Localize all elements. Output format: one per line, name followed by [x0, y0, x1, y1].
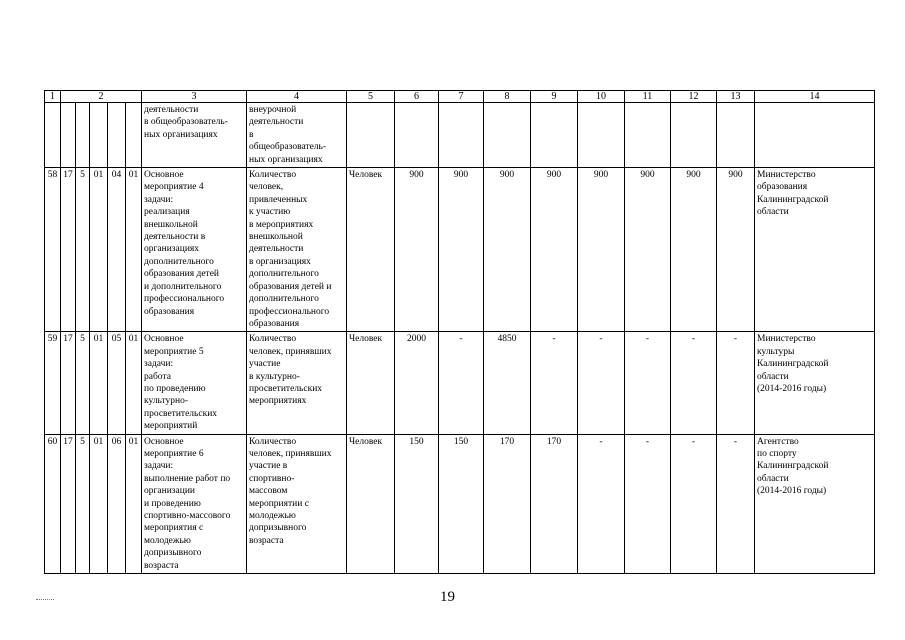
event-line: образования [144, 306, 195, 317]
indicator-line: деятельности [249, 244, 304, 255]
value-cell [671, 103, 717, 168]
indicator-line: внеурочной [249, 105, 297, 115]
code-cell [108, 103, 126, 168]
unit-cell: Человек [347, 168, 395, 332]
responsible-cell [755, 332, 875, 434]
indicator-line: спортивно- [249, 473, 295, 484]
code-cell: 04 [108, 168, 126, 332]
responsible-line: образования [757, 182, 808, 193]
value-cell [531, 103, 578, 168]
indicator-line: в культурно- [249, 371, 300, 382]
value-cell: 170 [531, 434, 578, 573]
indicator-line: ных организациях [249, 154, 323, 165]
code-cell: 06 [108, 434, 126, 573]
event-line: профессионального [144, 294, 225, 305]
code-cell: 01 [126, 168, 142, 332]
value-cell: 900 [395, 168, 439, 332]
value-cell: 4850 [484, 332, 531, 434]
header-cell: 9 [531, 91, 578, 103]
indicator-line: дополнительного [249, 269, 319, 280]
event-line: возраста [144, 560, 179, 571]
indicator-line: мероприятии с [249, 498, 309, 509]
value-cell: - [671, 332, 717, 434]
header-cell: 3 [142, 91, 247, 103]
code-cell: 17 [61, 434, 76, 573]
code-cell: 5 [76, 168, 90, 332]
value-cell: - [625, 434, 671, 573]
header-cell: 4 [247, 91, 347, 103]
event-line: мероприятие 6 [144, 448, 204, 459]
code-cell: 05 [108, 332, 126, 434]
value-cell: - [578, 332, 625, 434]
value-cell: 900 [671, 168, 717, 332]
value-cell [625, 103, 671, 168]
header-cell: 10 [578, 91, 625, 103]
event-line: по проведению [144, 383, 206, 394]
header-cell: 12 [671, 91, 717, 103]
indicator-line: общеобразователь- [249, 142, 327, 153]
code-cell: 17 [61, 168, 76, 332]
event-line: организациях [144, 244, 200, 255]
value-cell: - [578, 434, 625, 573]
value-cell [395, 103, 439, 168]
header-cell: 5 [347, 91, 395, 103]
responsible-line: Агентство [757, 436, 799, 447]
indicator-line: Количество [249, 436, 297, 447]
indicator-line: молодежью [249, 511, 296, 521]
indicator-line: в мероприятиях [249, 219, 314, 230]
event-line: деятельности [144, 105, 199, 115]
value-cell: 900 [578, 168, 625, 332]
indicator-line: Количество [249, 170, 297, 181]
indicator-line: человек, принявших [249, 448, 332, 459]
value-cell [578, 103, 625, 168]
indicator-cell [247, 434, 347, 573]
header-cell: 11 [625, 91, 671, 103]
event-line: молодежью [144, 535, 191, 546]
event-cell [142, 103, 247, 168]
event-line: деятельности в [144, 232, 206, 243]
page-number: 19 [440, 589, 455, 605]
responsible-cell [755, 434, 875, 573]
event-line: допризывного [144, 548, 202, 559]
indicator-line: дополнительного [249, 294, 319, 305]
indicator-line: профессионального [249, 306, 330, 317]
code-cell [90, 103, 108, 168]
indicator-line: возраста [249, 535, 284, 546]
code-cell [76, 103, 90, 168]
indicator-line: внешкольной [249, 232, 303, 243]
indicator-line: деятельности [249, 117, 304, 128]
indicator-line: образования детей и [249, 281, 332, 292]
code-cell [126, 103, 142, 168]
event-line: организации [144, 486, 196, 497]
indicator-line: человек, [249, 182, 284, 193]
responsible-cell [755, 168, 875, 332]
header-cell: 2 [61, 91, 142, 103]
indicator-line: участие в [249, 461, 288, 472]
indicator-line: Количество [249, 334, 297, 345]
value-cell: - [531, 332, 578, 434]
table-row [45, 332, 875, 434]
value-cell: - [439, 332, 484, 434]
value-cell: - [717, 434, 755, 573]
event-line: внешкольной [144, 219, 198, 230]
indicator-line: привлеченных [249, 194, 308, 205]
indicator-line: образования [249, 318, 300, 329]
event-line: задачи: [144, 194, 174, 205]
unit-cell: Человек [347, 434, 395, 573]
value-cell: 150 [439, 434, 484, 573]
value-cell: 900 [439, 168, 484, 332]
event-cell [142, 332, 247, 434]
responsible-line: (2014-2016 годы) [757, 486, 827, 497]
responsible-line: (2014-2016 годы) [757, 383, 827, 394]
indicator-cell [247, 332, 347, 434]
responsible-line: Калининградской [757, 194, 829, 205]
code-cell: 5 [76, 332, 90, 434]
responsible-line: Калининградской [757, 359, 829, 370]
event-line: мероприятие 5 [144, 346, 204, 357]
indicators-table [44, 90, 875, 574]
indicator-cell [247, 168, 347, 332]
code-cell: 58 [45, 168, 61, 332]
event-line: задачи: [144, 359, 174, 370]
value-cell: - [625, 332, 671, 434]
indicator-line: в [249, 129, 254, 140]
code-cell: 01 [90, 332, 108, 434]
code-cell: 5 [76, 434, 90, 573]
responsible-line: Министерство [757, 170, 816, 181]
table-row [45, 168, 875, 332]
indicator-cell [247, 103, 347, 168]
unit-cell: Человек [347, 332, 395, 434]
value-cell [439, 103, 484, 168]
value-cell: 900 [717, 168, 755, 332]
event-line: реализация [144, 207, 190, 218]
value-cell: 2000 [395, 332, 439, 434]
event-line: спортивно-массового [144, 511, 231, 521]
event-cell [142, 168, 247, 332]
event-line: Основное [144, 170, 184, 181]
indicator-line: в организациях [249, 256, 311, 267]
event-line: ных организациях [144, 129, 218, 140]
continuation-row [45, 103, 875, 168]
responsible-line: области [757, 207, 789, 218]
value-cell: 150 [395, 434, 439, 573]
value-cell: 900 [484, 168, 531, 332]
indicator-line: к участию [249, 207, 291, 218]
table-row [45, 434, 875, 573]
indicator-line: просветительских [249, 383, 323, 394]
code-cell: 60 [45, 434, 61, 573]
code-cell: 01 [126, 332, 142, 434]
value-cell [755, 103, 875, 168]
event-line: образования детей [144, 269, 219, 280]
margin-mark [36, 599, 54, 600]
event-line: мероприятий [144, 421, 198, 432]
header-cell: 6 [395, 91, 439, 103]
event-line: и дополнительного [144, 281, 222, 292]
event-line: задачи: [144, 461, 174, 472]
responsible-line: Министерство [757, 334, 816, 345]
code-cell: 01 [126, 434, 142, 573]
responsible-line: области [757, 473, 789, 484]
event-line: культурно- [144, 396, 189, 407]
event-line: работа [144, 371, 171, 382]
indicator-line: мероприятиях [249, 396, 307, 407]
indicator-line: допризывного [249, 523, 307, 534]
indicator-line: человек, принявших [249, 346, 332, 357]
event-line: мероприятие 4 [144, 182, 204, 193]
value-cell: - [717, 332, 755, 434]
event-line: Основное [144, 436, 184, 447]
header-row [45, 91, 875, 103]
header-cell: 7 [439, 91, 484, 103]
code-cell: 59 [45, 332, 61, 434]
event-line: мероприятия с [144, 523, 204, 534]
header-cell: 14 [755, 91, 875, 103]
event-line: выполнение работ по [144, 473, 231, 484]
indicator-line: массовом [249, 486, 288, 497]
value-cell [347, 103, 395, 168]
value-cell [717, 103, 755, 168]
code-cell: 01 [90, 434, 108, 573]
responsible-line: по спорту [757, 448, 797, 459]
code-cell [45, 103, 61, 168]
header-cell: 1 [45, 91, 61, 103]
header-cell: 13 [717, 91, 755, 103]
code-cell: 01 [90, 168, 108, 332]
event-line: дополнительного [144, 256, 214, 267]
code-cell: 17 [61, 332, 76, 434]
event-line: в общеобразователь- [144, 117, 228, 128]
responsible-line: области [757, 371, 789, 382]
indicator-line: участие [249, 359, 281, 370]
event-line: Основное [144, 334, 184, 345]
value-cell [484, 103, 531, 168]
event-line: просветительских [144, 408, 218, 419]
event-line: и проведению [144, 498, 201, 509]
value-cell: 170 [484, 434, 531, 573]
responsible-line: Калининградской [757, 461, 829, 472]
value-cell: 900 [625, 168, 671, 332]
code-cell [61, 103, 76, 168]
value-cell: - [671, 434, 717, 573]
header-cell: 8 [484, 91, 531, 103]
responsible-line: культуры [757, 346, 795, 357]
event-cell [142, 434, 247, 573]
value-cell: 900 [531, 168, 578, 332]
